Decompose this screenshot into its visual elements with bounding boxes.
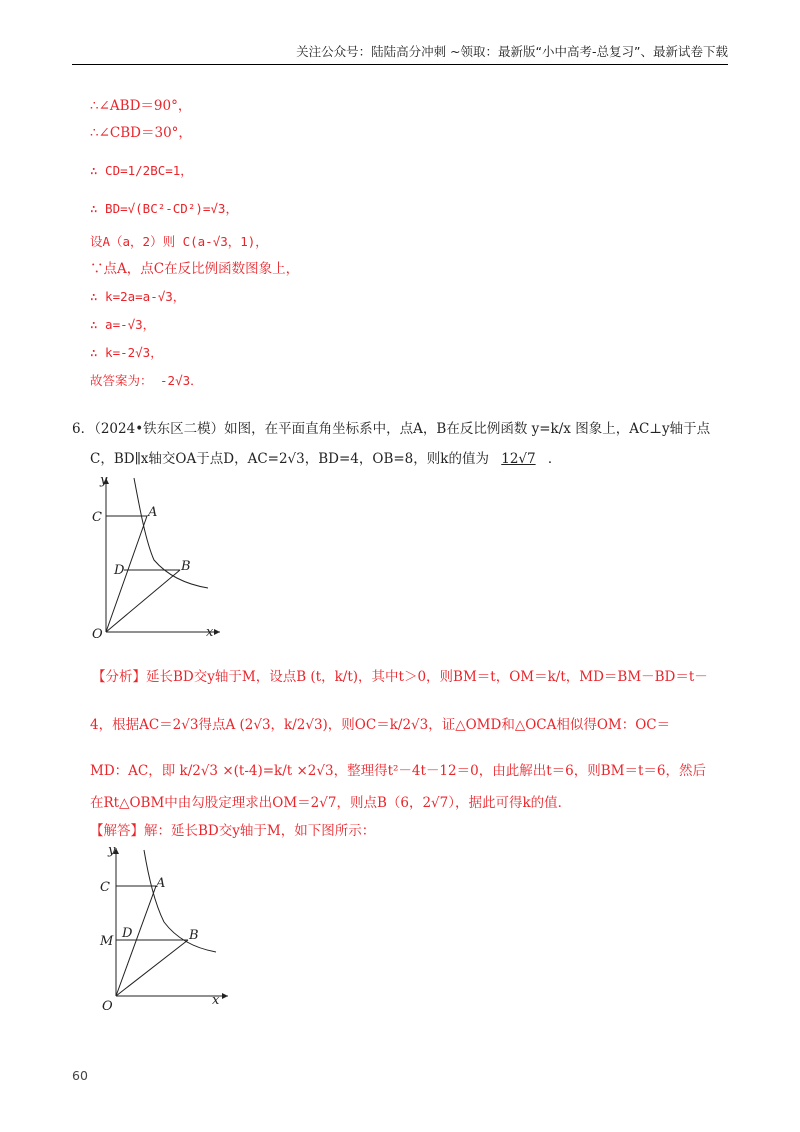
analysis-line: MD：AC，即 k/2√3 ×(t-4)=k/t ×2√3，整理得t²－4t－12＝0，由此解出t＝6，则BM＝t＝6，然后 <box>90 763 706 779</box>
solution-line: ∴ k=2a=a-√3， <box>90 289 186 304</box>
label-y: y <box>100 473 108 488</box>
label-x: x <box>212 993 220 1008</box>
label-A: A <box>148 505 158 520</box>
solution-line: ∴ a=-√3， <box>90 317 156 332</box>
analysis-line: 在Rt△OBM中由勾股定理求出OM＝2√7，则点B（6，2√7），据此可得k的值． <box>90 795 572 811</box>
solution-line: 故答案为： -2√3． <box>90 373 203 388</box>
label-D: D <box>122 926 133 941</box>
solution-line: ∴ CD=1/2BC=1， <box>90 163 193 178</box>
label-M: M <box>100 934 114 949</box>
solution-line: ∴ BD=√(BC²-CD²)=√3， <box>90 201 238 216</box>
question-line <box>90 450 561 468</box>
answer-blank: 12√7 <box>501 451 536 467</box>
solution-line: 【解答】解：延长BD交y轴于M，如下图所示： <box>90 823 376 839</box>
label-D: D <box>114 563 125 578</box>
label-O: O <box>92 627 103 642</box>
solution-line: ∵点A，点C在反比例函数图象上， <box>90 261 300 277</box>
label-x: x <box>206 625 214 640</box>
solution-line: 设A（a，2）则 C(a-√3，1)， <box>90 234 268 249</box>
label-y: y <box>108 843 116 858</box>
label-B: B <box>181 559 191 574</box>
solution-line: ∴ k=-2√3， <box>90 345 163 360</box>
analysis-line: 【分析】延长BD交y轴于M，设点B (t，k/t)，其中t＞0，则BM＝t，OM＝k/t，MD＝BM－BD＝t－ <box>92 669 708 685</box>
label-C: C <box>92 510 102 525</box>
question-end: ． <box>547 451 562 467</box>
analysis-line: 4，根据AC＝2√3得点A (2√3，k/2√3)，则OC＝k/2√3，证△OMD和△OCA相似得OM：OC＝ <box>90 717 671 733</box>
figure-2 <box>96 840 236 1018</box>
label-O: O <box>102 999 113 1014</box>
solution-line: ∴∠ABD＝90°， <box>90 98 192 114</box>
question-line: 6．（2024•铁东区二模）如图，在平面直角坐标系中，点A，B在反比例函数 y=k/x 图象上，AC⊥y轴于点 <box>72 421 711 437</box>
page-number: 60 <box>72 1068 88 1083</box>
solution-line: ∴∠CBD＝30°， <box>90 125 192 141</box>
label-C: C <box>100 880 110 895</box>
figure-1 <box>88 470 228 642</box>
label-A: A <box>156 876 166 891</box>
question-text: C，BD∥x轴交OA于点D，AC=2√3，BD=4，OB=8，则k的值为 <box>90 451 489 467</box>
label-B: B <box>189 928 199 943</box>
page-header: 关注公众号：陆陆高分冲刺 ~领取：最新版“小中高考-总复习”、最新试卷下载 <box>72 42 728 65</box>
